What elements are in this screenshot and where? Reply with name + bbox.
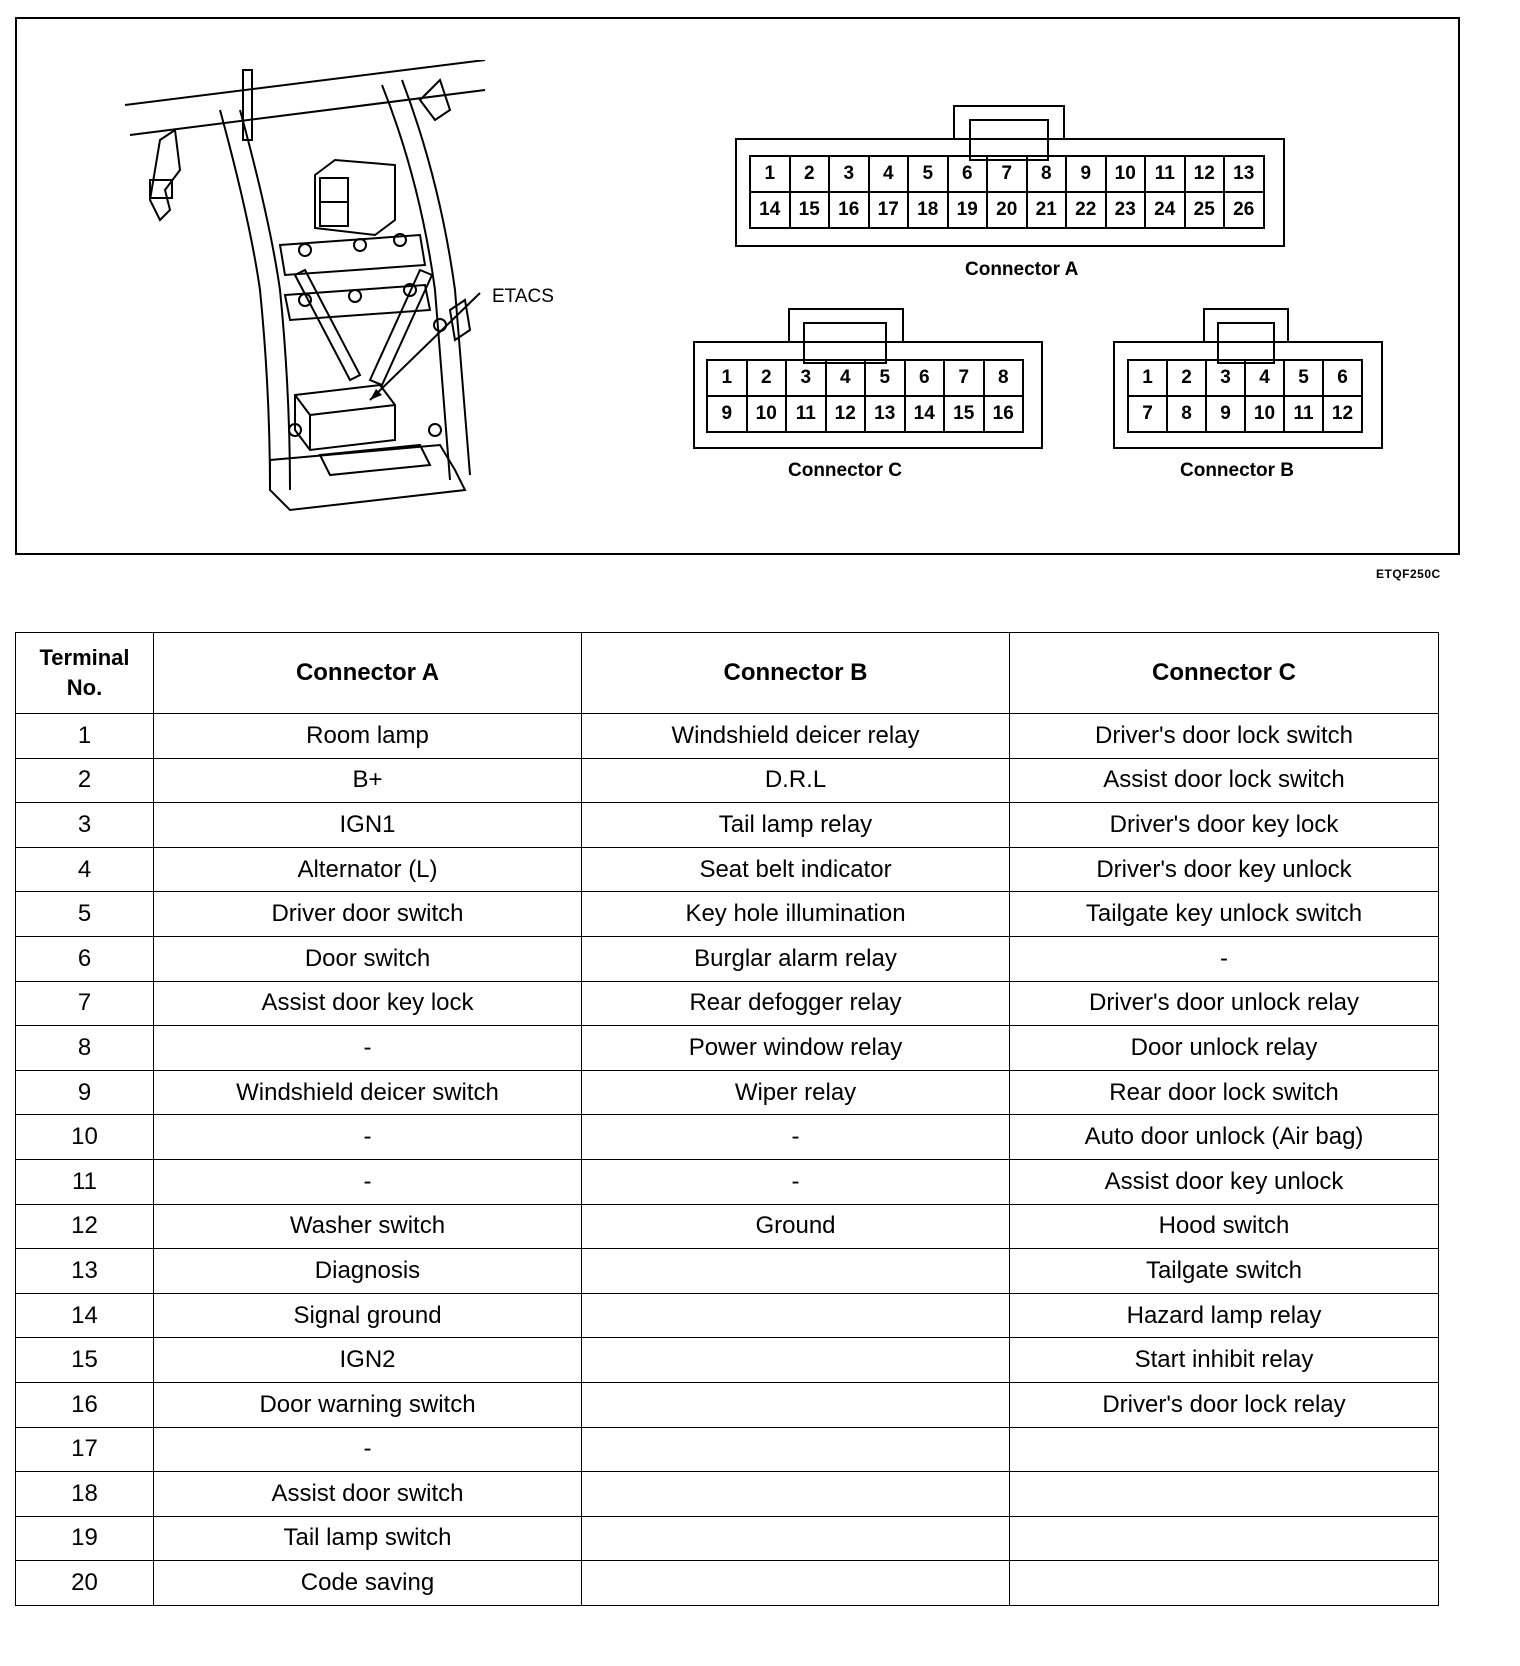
terminal-no-cell: 11 <box>16 1159 154 1204</box>
connector-a-cell: B+ <box>154 758 582 803</box>
connector-a-pin: 16 <box>830 193 870 229</box>
connector-c-cell: Driver's door unlock relay <box>1010 981 1439 1026</box>
terminal-no-cell: 14 <box>16 1293 154 1338</box>
table-row <box>16 1561 1439 1606</box>
connector-a-pin: 2 <box>791 157 831 193</box>
connector-b-cell: - <box>582 1115 1010 1160</box>
connector-a-pin: 11 <box>1146 157 1186 193</box>
connector-c-cell <box>1010 1516 1439 1561</box>
table-row <box>16 1516 1439 1561</box>
table-row <box>16 1159 1439 1204</box>
table-row <box>16 892 1439 937</box>
connector-a-diagram <box>735 105 1285 295</box>
connector-c-pin: 5 <box>866 361 906 397</box>
connector-b-cell: Seat belt indicator <box>582 847 1010 892</box>
connector-a-pin: 5 <box>909 157 949 193</box>
connector-a-cell: Signal ground <box>154 1293 582 1338</box>
connector-b-pin: 1 <box>1129 361 1168 397</box>
connector-b-cell: Tail lamp relay <box>582 803 1010 848</box>
connector-a-cell: Diagnosis <box>154 1249 582 1294</box>
connector-c-pin: 13 <box>866 397 906 433</box>
terminal-table <box>15 632 1439 1606</box>
connector-b-pin: 7 <box>1129 397 1168 433</box>
connector-b-diagram <box>1113 308 1413 488</box>
connector-c-cell: Assist door key unlock <box>1010 1159 1439 1204</box>
connector-a-pin: 7 <box>988 157 1028 193</box>
table-row <box>16 847 1439 892</box>
connector-a-cell: Driver door switch <box>154 892 582 937</box>
table-row <box>16 714 1439 759</box>
connector-c-pin-grid <box>706 359 1024 433</box>
table-row <box>16 1026 1439 1071</box>
connector-a-cell: IGN1 <box>154 803 582 848</box>
connector-b-cell: D.R.L <box>582 758 1010 803</box>
etacs-label: ETACS <box>492 286 554 307</box>
connector-a-cell: IGN2 <box>154 1338 582 1383</box>
connector-a-pin: 26 <box>1225 193 1265 229</box>
connector-a-pin: 8 <box>1028 157 1068 193</box>
connector-c-cell: Driver's door key lock <box>1010 803 1439 848</box>
connector-b-cell: - <box>582 1159 1010 1204</box>
connector-b-cell <box>582 1249 1010 1294</box>
connector-a-cell: Alternator (L) <box>154 847 582 892</box>
connector-b-pin: 6 <box>1324 361 1363 397</box>
connector-a-pin: 15 <box>791 193 831 229</box>
header-connector-a: Connector A <box>154 633 582 714</box>
connector-a-pin: 9 <box>1067 157 1107 193</box>
connector-c-pin: 15 <box>945 397 985 433</box>
connector-b-cell: Power window relay <box>582 1026 1010 1071</box>
connector-c-pin: 10 <box>748 397 788 433</box>
connector-c-pin: 4 <box>827 361 867 397</box>
connector-c-cell: Hood switch <box>1010 1204 1439 1249</box>
table-row <box>16 1249 1439 1294</box>
connector-a-pin: 24 <box>1146 193 1186 229</box>
connector-b-pin: 11 <box>1285 397 1324 433</box>
connector-c-cell: Door unlock relay <box>1010 1026 1439 1071</box>
connector-b-cell: Key hole illumination <box>582 892 1010 937</box>
header-connector-b: Connector B <box>582 633 1010 714</box>
connector-c-cell: Driver's door key unlock <box>1010 847 1439 892</box>
connector-b-pin: 5 <box>1285 361 1324 397</box>
connector-a-pin: 20 <box>988 193 1028 229</box>
terminal-no-cell: 10 <box>16 1115 154 1160</box>
connector-a-pin: 19 <box>949 193 989 229</box>
connector-a-pin: 1 <box>751 157 791 193</box>
header-terminal-line1: Terminal <box>39 645 130 670</box>
connector-b-cell <box>582 1427 1010 1472</box>
terminal-no-cell: 16 <box>16 1382 154 1427</box>
connector-b-cell <box>582 1561 1010 1606</box>
connector-c-pin: 3 <box>787 361 827 397</box>
connector-a-cell: Door switch <box>154 936 582 981</box>
connector-c-cell: Rear door lock switch <box>1010 1070 1439 1115</box>
connector-b-pin: 12 <box>1324 397 1363 433</box>
connector-b-pin: 9 <box>1207 397 1246 433</box>
connector-c-pin: 14 <box>906 397 946 433</box>
table-row <box>16 1293 1439 1338</box>
terminal-no-cell: 3 <box>16 803 154 848</box>
connector-a-pin: 4 <box>870 157 910 193</box>
connector-c-cell: Tailgate key unlock switch <box>1010 892 1439 937</box>
connector-a-pin: 23 <box>1107 193 1147 229</box>
terminal-no-cell: 15 <box>16 1338 154 1383</box>
table-row <box>16 1338 1439 1383</box>
terminal-no-cell: 2 <box>16 758 154 803</box>
table-row <box>16 1204 1439 1249</box>
connector-b-cell <box>582 1293 1010 1338</box>
connector-a-pin: 14 <box>751 193 791 229</box>
terminal-no-cell: 6 <box>16 936 154 981</box>
figure-code: ETQF250C <box>1376 567 1441 581</box>
connector-a-pin: 10 <box>1107 157 1147 193</box>
connector-a-pin: 21 <box>1028 193 1068 229</box>
terminal-no-cell: 5 <box>16 892 154 937</box>
connector-a-pin: 17 <box>870 193 910 229</box>
terminal-no-cell: 12 <box>16 1204 154 1249</box>
table-row <box>16 981 1439 1026</box>
connector-a-pin: 22 <box>1067 193 1107 229</box>
connector-a-cell: - <box>154 1427 582 1472</box>
connector-c-pin: 8 <box>985 361 1025 397</box>
terminal-no-cell: 20 <box>16 1561 154 1606</box>
terminal-no-cell: 7 <box>16 981 154 1026</box>
terminal-no-cell: 19 <box>16 1516 154 1561</box>
connector-a-pin: 12 <box>1186 157 1226 193</box>
connector-c-label: Connector C <box>788 460 902 481</box>
connector-c-diagram <box>693 308 1073 488</box>
table-row <box>16 1070 1439 1115</box>
terminal-no-cell: 9 <box>16 1070 154 1115</box>
terminal-no-cell: 13 <box>16 1249 154 1294</box>
connector-b-pin: 4 <box>1246 361 1285 397</box>
connector-c-pin: 2 <box>748 361 788 397</box>
connector-c-pin: 16 <box>985 397 1025 433</box>
connector-a-cell: - <box>154 1115 582 1160</box>
connector-c-pin: 11 <box>787 397 827 433</box>
connector-a-cell: - <box>154 1159 582 1204</box>
connector-a-cell: Door warning switch <box>154 1382 582 1427</box>
connector-b-cell: Windshield deicer relay <box>582 714 1010 759</box>
connector-a-pin: 3 <box>830 157 870 193</box>
connector-b-cell <box>582 1382 1010 1427</box>
connector-a-pin-grid <box>749 155 1265 229</box>
connector-c-cell: Hazard lamp relay <box>1010 1293 1439 1338</box>
table-row <box>16 936 1439 981</box>
table-row <box>16 1427 1439 1472</box>
table-row <box>16 1115 1439 1160</box>
connector-c-cell <box>1010 1427 1439 1472</box>
connector-a-pin: 13 <box>1225 157 1265 193</box>
connector-b-pin: 8 <box>1168 397 1207 433</box>
connector-a-cell: Assist door switch <box>154 1472 582 1517</box>
table-row <box>16 1382 1439 1427</box>
connector-a-cell: Code saving <box>154 1561 582 1606</box>
table-row <box>16 758 1439 803</box>
terminal-no-cell: 8 <box>16 1026 154 1071</box>
connector-c-pin: 7 <box>945 361 985 397</box>
connector-b-cell <box>582 1338 1010 1383</box>
connector-b-cell <box>582 1472 1010 1517</box>
connector-b-pin-grid <box>1127 359 1363 433</box>
connector-b-cell: Rear defogger relay <box>582 981 1010 1026</box>
connector-b-pin: 2 <box>1168 361 1207 397</box>
connector-a-label: Connector A <box>965 259 1079 280</box>
table-header-row <box>16 633 1439 714</box>
table-row <box>16 1472 1439 1517</box>
connector-c-cell: Auto door unlock (Air bag) <box>1010 1115 1439 1160</box>
connector-c-cell: Driver's door lock switch <box>1010 714 1439 759</box>
connector-a-cell: Room lamp <box>154 714 582 759</box>
connector-b-cell: Wiper relay <box>582 1070 1010 1115</box>
connector-b-cell <box>582 1516 1010 1561</box>
connector-b-label: Connector B <box>1180 460 1294 481</box>
connector-c-cell: Driver's door lock relay <box>1010 1382 1439 1427</box>
connector-c-pin: 1 <box>708 361 748 397</box>
connector-a-cell: Tail lamp switch <box>154 1516 582 1561</box>
header-connector-c: Connector C <box>1010 633 1439 714</box>
terminal-no-cell: 4 <box>16 847 154 892</box>
connector-b-cell: Ground <box>582 1204 1010 1249</box>
connector-a-cell: - <box>154 1026 582 1071</box>
connector-b-pin: 3 <box>1207 361 1246 397</box>
connector-a-pin: 6 <box>949 157 989 193</box>
connector-a-pin: 25 <box>1186 193 1226 229</box>
connector-c-cell: Tailgate switch <box>1010 1249 1439 1294</box>
connector-a-pin: 18 <box>909 193 949 229</box>
terminal-no-cell: 18 <box>16 1472 154 1517</box>
connector-c-pin: 12 <box>827 397 867 433</box>
connector-c-cell <box>1010 1472 1439 1517</box>
connector-a-cell: Washer switch <box>154 1204 582 1249</box>
connector-c-cell: Assist door lock switch <box>1010 758 1439 803</box>
connector-b-pin: 10 <box>1246 397 1285 433</box>
connector-c-cell: Start inhibit relay <box>1010 1338 1439 1383</box>
header-terminal-no <box>16 633 154 714</box>
connector-a-cell: Assist door key lock <box>154 981 582 1026</box>
terminal-no-cell: 1 <box>16 714 154 759</box>
terminal-table-body <box>16 714 1439 1606</box>
connector-c-pin: 9 <box>708 397 748 433</box>
header-terminal-line2: No. <box>66 675 103 700</box>
connector-c-cell: - <box>1010 936 1439 981</box>
terminal-no-cell: 17 <box>16 1427 154 1472</box>
connector-c-cell <box>1010 1561 1439 1606</box>
connector-a-cell: Windshield deicer switch <box>154 1070 582 1115</box>
connector-c-pin: 6 <box>906 361 946 397</box>
table-row <box>16 803 1439 848</box>
connector-b-cell: Burglar alarm relay <box>582 936 1010 981</box>
